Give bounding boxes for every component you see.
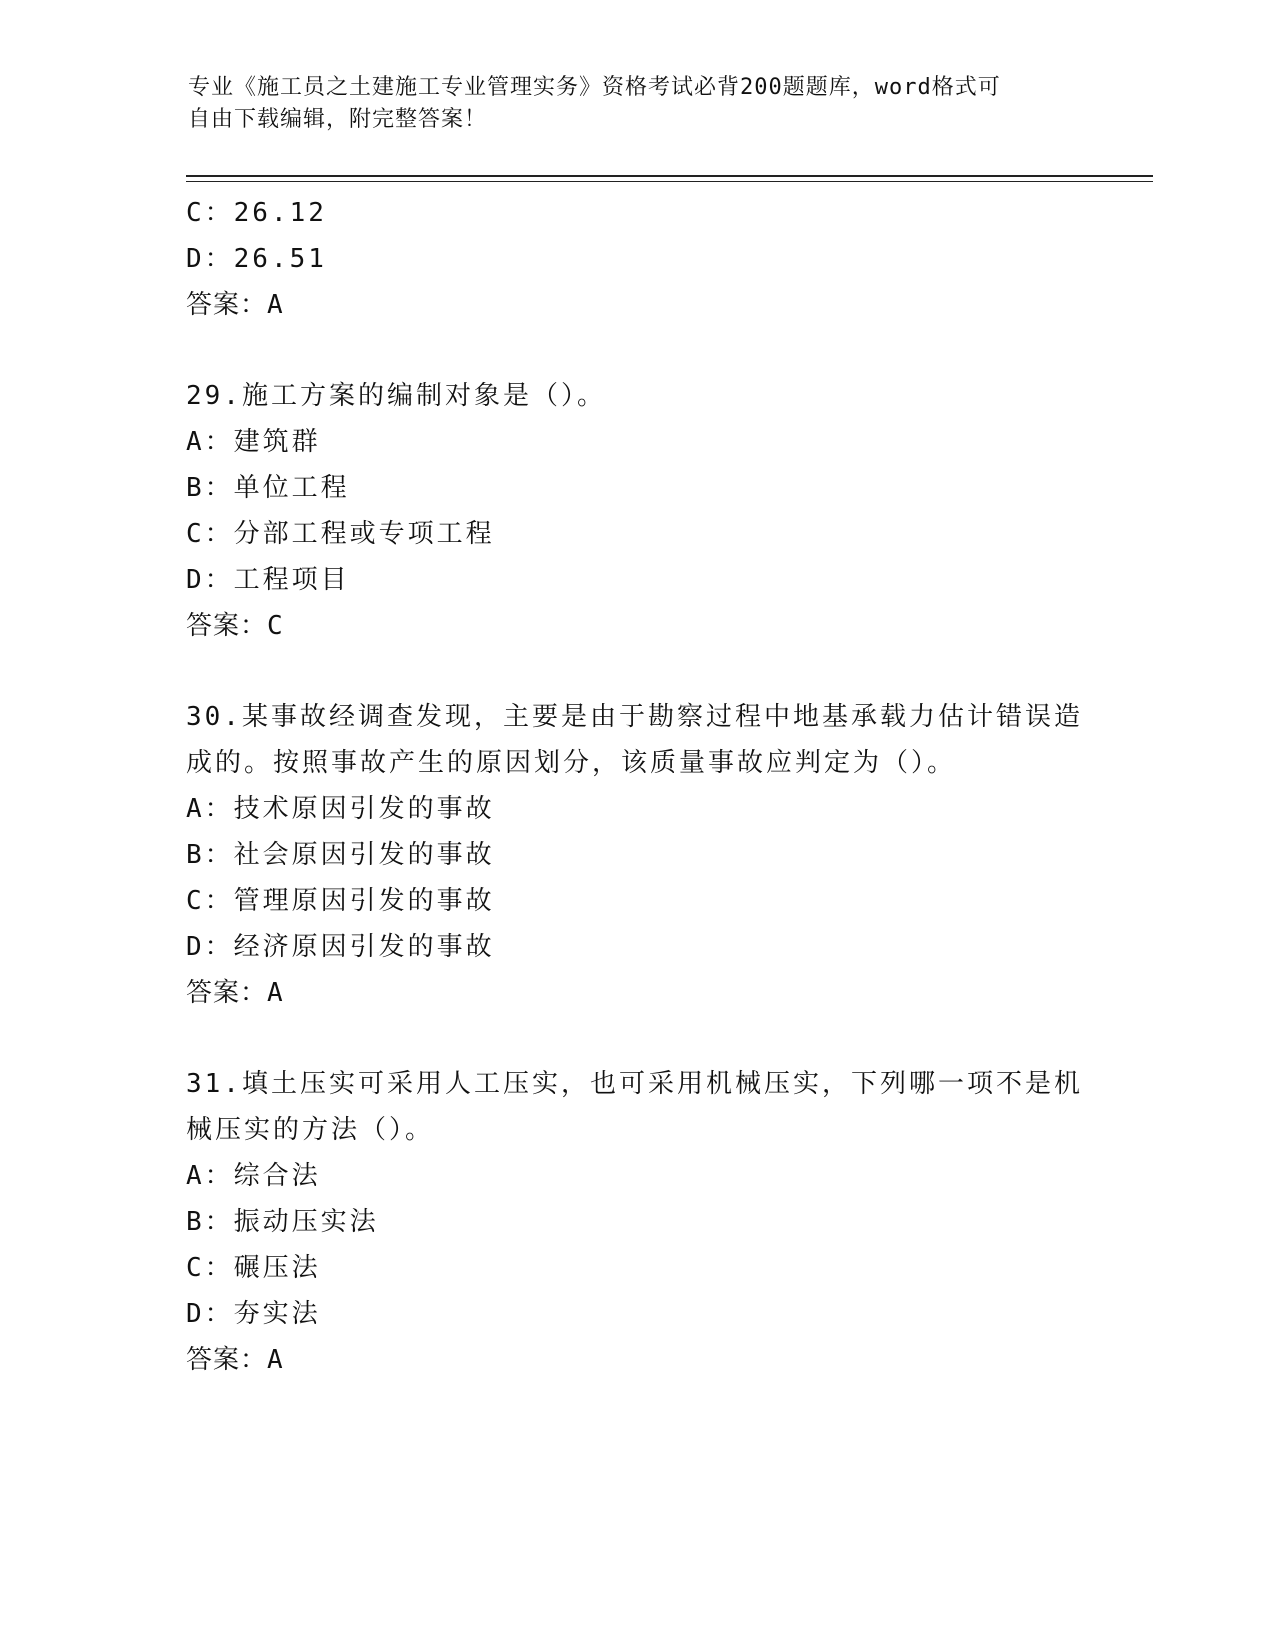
- question-29: [186, 373, 1086, 649]
- option-a: A：综合法: [186, 1161, 321, 1191]
- answer-line: 答案：A: [186, 1345, 284, 1375]
- question-31: [186, 1061, 1086, 1383]
- answer-line: 答案：A: [186, 290, 284, 320]
- spacer: [186, 1016, 1086, 1061]
- option-b: B：单位工程: [186, 473, 350, 503]
- header-divider-thick: [186, 175, 1153, 177]
- question-stem-line-1: 30.某事故经调查发现，主要是由于勘察过程中地基承载力估计错误造: [186, 702, 1083, 732]
- question-fragment: [186, 190, 1086, 328]
- option-c: C：26.12: [186, 198, 327, 228]
- option-d: D：26.51: [186, 244, 327, 274]
- question-stem-line-2: 械压实的方法（）。: [186, 1115, 435, 1145]
- header-divider-thin: [186, 181, 1153, 182]
- option-c: C：碾压法: [186, 1253, 321, 1283]
- question-list: [186, 190, 1086, 1383]
- answer-line: 答案：A: [186, 978, 284, 1008]
- spacer: [186, 649, 1086, 694]
- header-title-line-1: 专业《施工员之土建施工专业管理实务》资格考试必背200题题库，word格式可: [188, 75, 1001, 100]
- option-d: D：经济原因引发的事故: [186, 932, 495, 962]
- option-d: D：工程项目: [186, 565, 350, 595]
- option-c: C：管理原因引发的事故: [186, 886, 495, 916]
- header-title-line-2: 自由下载编辑，附完整答案！: [188, 107, 488, 132]
- option-a: A：建筑群: [186, 427, 321, 457]
- answer-line: 答案：C: [186, 611, 284, 641]
- question-stem-line-1: 31.填土压实可采用人工压实，也可采用机械压实，下列哪一项不是机: [186, 1069, 1083, 1099]
- option-c: C：分部工程或专项工程: [186, 519, 495, 549]
- question-stem: 29.施工方案的编制对象是（）。: [186, 381, 606, 411]
- question-30: [186, 694, 1086, 1016]
- option-d: D：夯实法: [186, 1299, 321, 1329]
- option-a: A：技术原因引发的事故: [186, 794, 495, 824]
- option-b: B：社会原因引发的事故: [186, 840, 495, 870]
- option-b: B：振动压实法: [186, 1207, 379, 1237]
- spacer: [186, 328, 1086, 373]
- page-header: [188, 72, 1068, 136]
- question-stem-line-2: 成的。按照事故产生的原因划分，该质量事故应判定为（）。: [186, 748, 957, 778]
